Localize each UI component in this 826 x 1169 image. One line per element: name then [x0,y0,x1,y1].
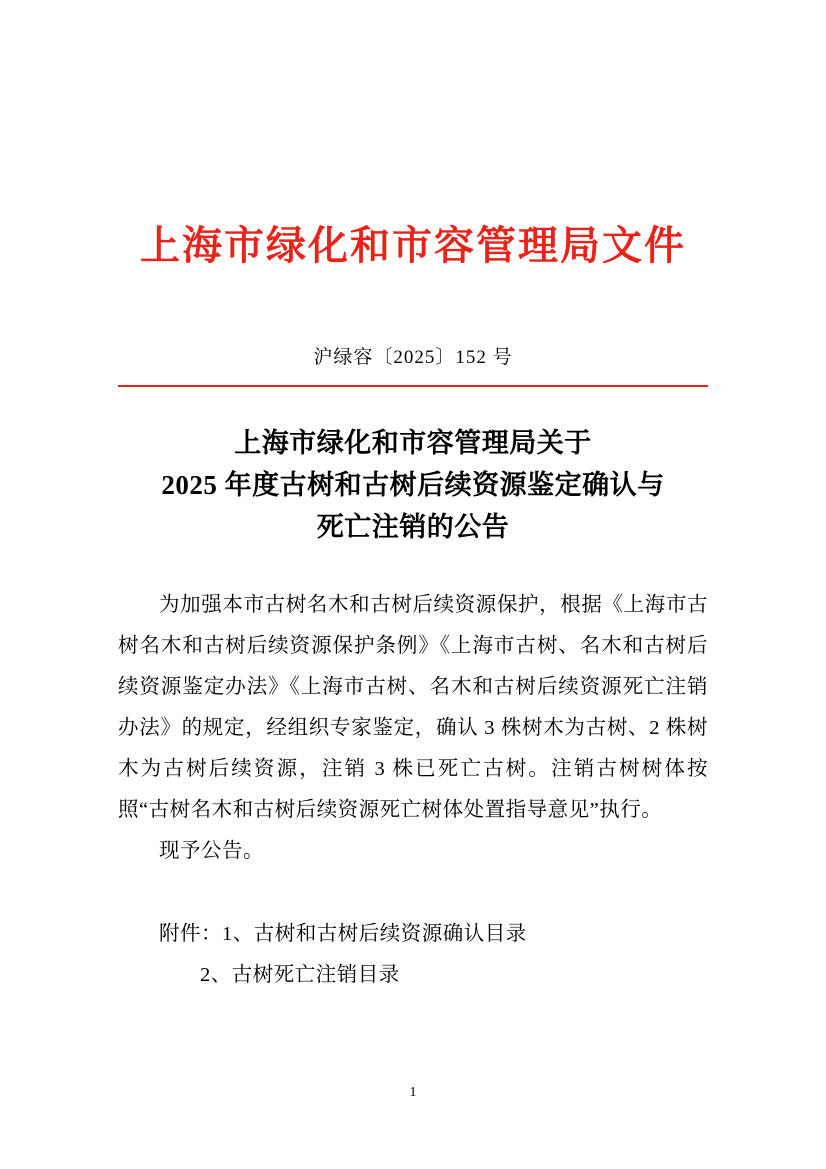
page-title [118,423,708,549]
attachment-item-1: 附件：1、古树和古树后续资源确认目录 [159,922,527,945]
attachment-list [118,914,708,996]
body-paragraph-1: 为加强本市古树名木和古树后续资源保护，根据《上海市古树名木和古树后续资源保护条例》《上海市古树、名木和古树后续资源鉴定办法》《上海市古树、名木和古树后续资源死亡注销办法》的规定，经组织专家鉴定，确认 3 株树木为古树、2 株树木为古树后续资源，注销 3 株已死亡古树。注销古树树体按照“古树名木和古树后续资源死亡树体处置指导意见”执行。 [118,593,708,821]
document-body [118,585,708,872]
document-number: 沪绿容〔2025〕152 号 [313,347,513,368]
body-paragraph-2: 现予公告。 [159,839,264,862]
page-title-line-3: 死亡注销的公告 [316,511,510,542]
red-divider-rule [118,385,708,387]
attachment-item-2: 2、古树死亡注销目录 [200,963,400,986]
document-header-title: 上海市绿化和市容管理局文件 [140,223,686,268]
page-number: 1 [409,1085,417,1100]
page-title-line-2: 2025 年度古树和古树后续资源鉴定确认与 [161,469,665,500]
page-title-line-1: 上海市绿化和市容管理局关于 [234,428,592,458]
